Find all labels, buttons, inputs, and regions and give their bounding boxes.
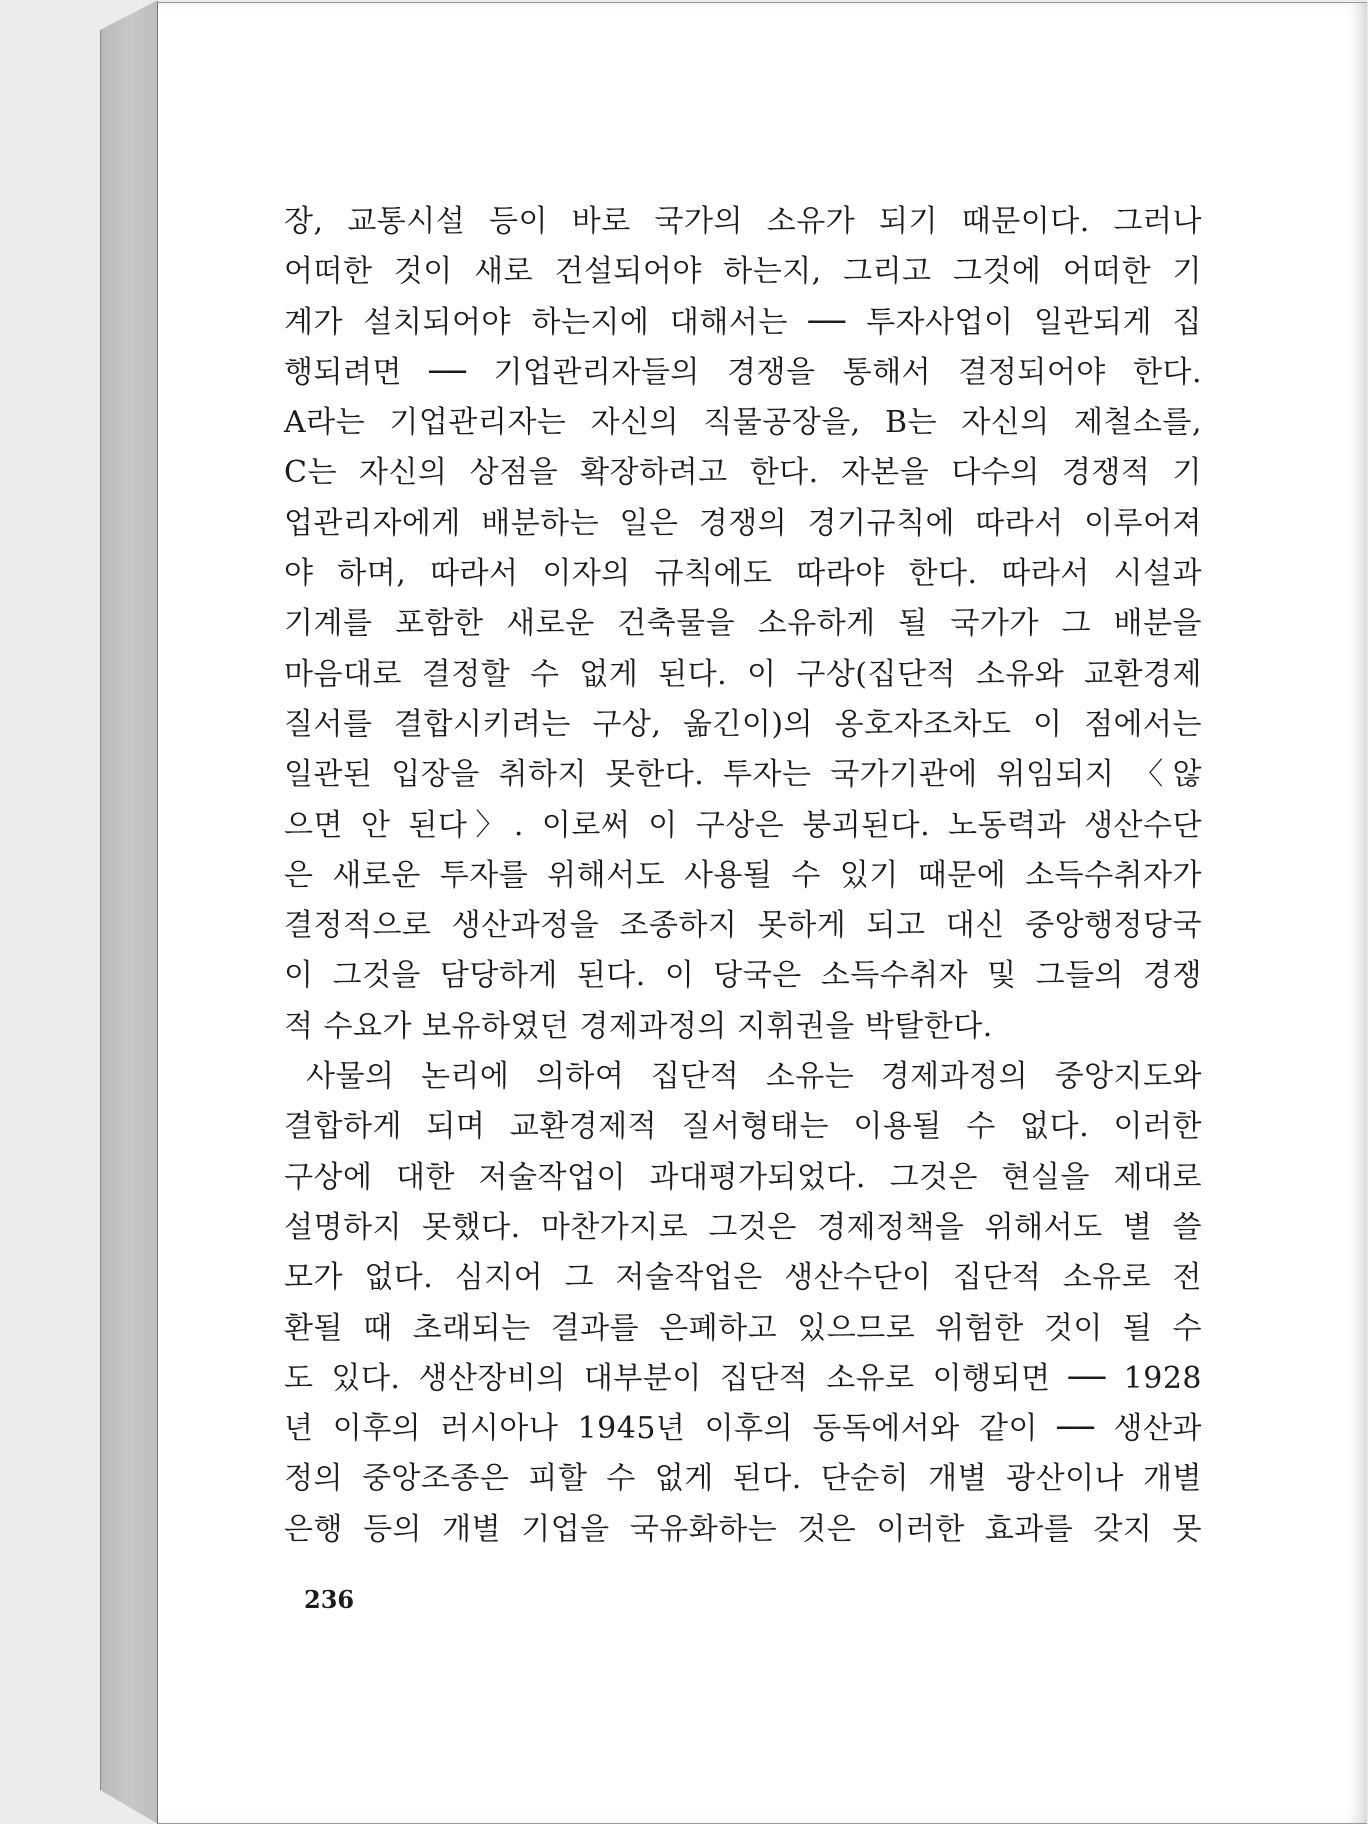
text-line: 일관된 입장을 취하지 못한다. 투자는 국가기관에 위임되지 〈않	[284, 757, 1202, 793]
body-text	[284, 197, 1202, 1555]
text-line: 결합하게 되며 교환경제적 질서형태는 이용될 수 없다. 이러한	[284, 1109, 1202, 1145]
book-page	[157, 2, 1367, 1824]
page-number: 236	[304, 1585, 355, 1614]
book-spine	[100, 0, 159, 1824]
text-line: 기계를 포함한 새로운 건축물을 소유하게 될 국가가 그 배분을	[284, 606, 1202, 642]
text-line: 은 새로운 투자를 위해서도 사용될 수 있기 때문에 소득수취자가	[284, 857, 1202, 893]
text-line: 결정적으로 생산과정을 조종하지 못하게 되고 대신 중앙행정당국	[284, 908, 1202, 944]
text-line: 질서를 결합시키려는 구상, 옮긴이)의 옹호자조차도 이 점에서는	[284, 706, 1202, 742]
text-line: 이 그것을 담당하게 된다. 이 당국은 소득수취자 및 그들의 경쟁	[284, 958, 1202, 994]
text-line: 으면 안 된다〉. 이로써 이 구상은 붕괴된다. 노동력과 생산수단	[284, 807, 1202, 843]
text-line: 어떠한 것이 새로 건설되어야 하는지, 그리고 그것에 어떠한 기	[284, 254, 1202, 290]
text-line: 업관리자에게 배분하는 일은 경쟁의 경기규칙에 따라서 이루어져	[284, 505, 1202, 541]
text-line: 정의 중앙조종은 피할 수 없게 된다. 단순히 개별 광산이나 개별	[284, 1461, 1202, 1497]
text-line: C는 자신의 상점을 확장하려고 한다. 자본을 다수의 경쟁적 기	[284, 455, 1202, 491]
text-line: 환될 때 초래되는 결과를 은폐하고 있으므로 위험한 것이 될 수	[284, 1310, 1202, 1346]
text-line: 야 하며, 따라서 이자의 규칙에도 따라야 한다. 따라서 시설과	[284, 556, 1202, 592]
text-line: 은행 등의 개별 기업을 국유화하는 것은 이러한 효과를 갖지 못	[284, 1511, 1202, 1547]
text-line: 사물의 논리에 의하여 집단적 소유는 경제과정의 중앙지도와	[306, 1059, 1202, 1095]
text-line: 행되려면 ── 기업관리자들의 경쟁을 통해서 결정되어야 한다.	[284, 354, 1202, 390]
text-line: 도 있다. 생산장비의 대부분이 집단적 소유로 이행되면 ── 1928	[284, 1360, 1202, 1396]
text-line: 모가 없다. 심지어 그 저술작업은 생산수단이 집단적 소유로 전	[284, 1260, 1202, 1296]
text-line: 구상에 대한 저술작업이 과대평가되었다. 그것은 현실을 제대로	[284, 1159, 1202, 1195]
text-line: 적 수요가 보유하였던 경제과정의 지휘권을 박탈한다.	[284, 1008, 993, 1044]
text-line: 마음대로 결정할 수 없게 된다. 이 구상(집단적 소유와 교환경제	[284, 656, 1202, 692]
text-line: 년 이후의 러시아나 1945년 이후의 동독에서와 같이 ── 생산과	[284, 1411, 1202, 1447]
text-line: 장, 교통시설 등이 바로 국가의 소유가 되기 때문이다. 그러나	[284, 204, 1202, 239]
text-line: A라는 기업관리자는 자신의 직물공장을, B는 자신의 제철소를,	[284, 405, 1202, 441]
text-line: 설명하지 못했다. 마찬가지로 그것은 경제정책을 위해서도 별 쓸	[284, 1209, 1202, 1245]
text-line: 계가 설치되어야 하는지에 대해서는 ── 투자사업이 일관되게 집	[284, 304, 1202, 340]
